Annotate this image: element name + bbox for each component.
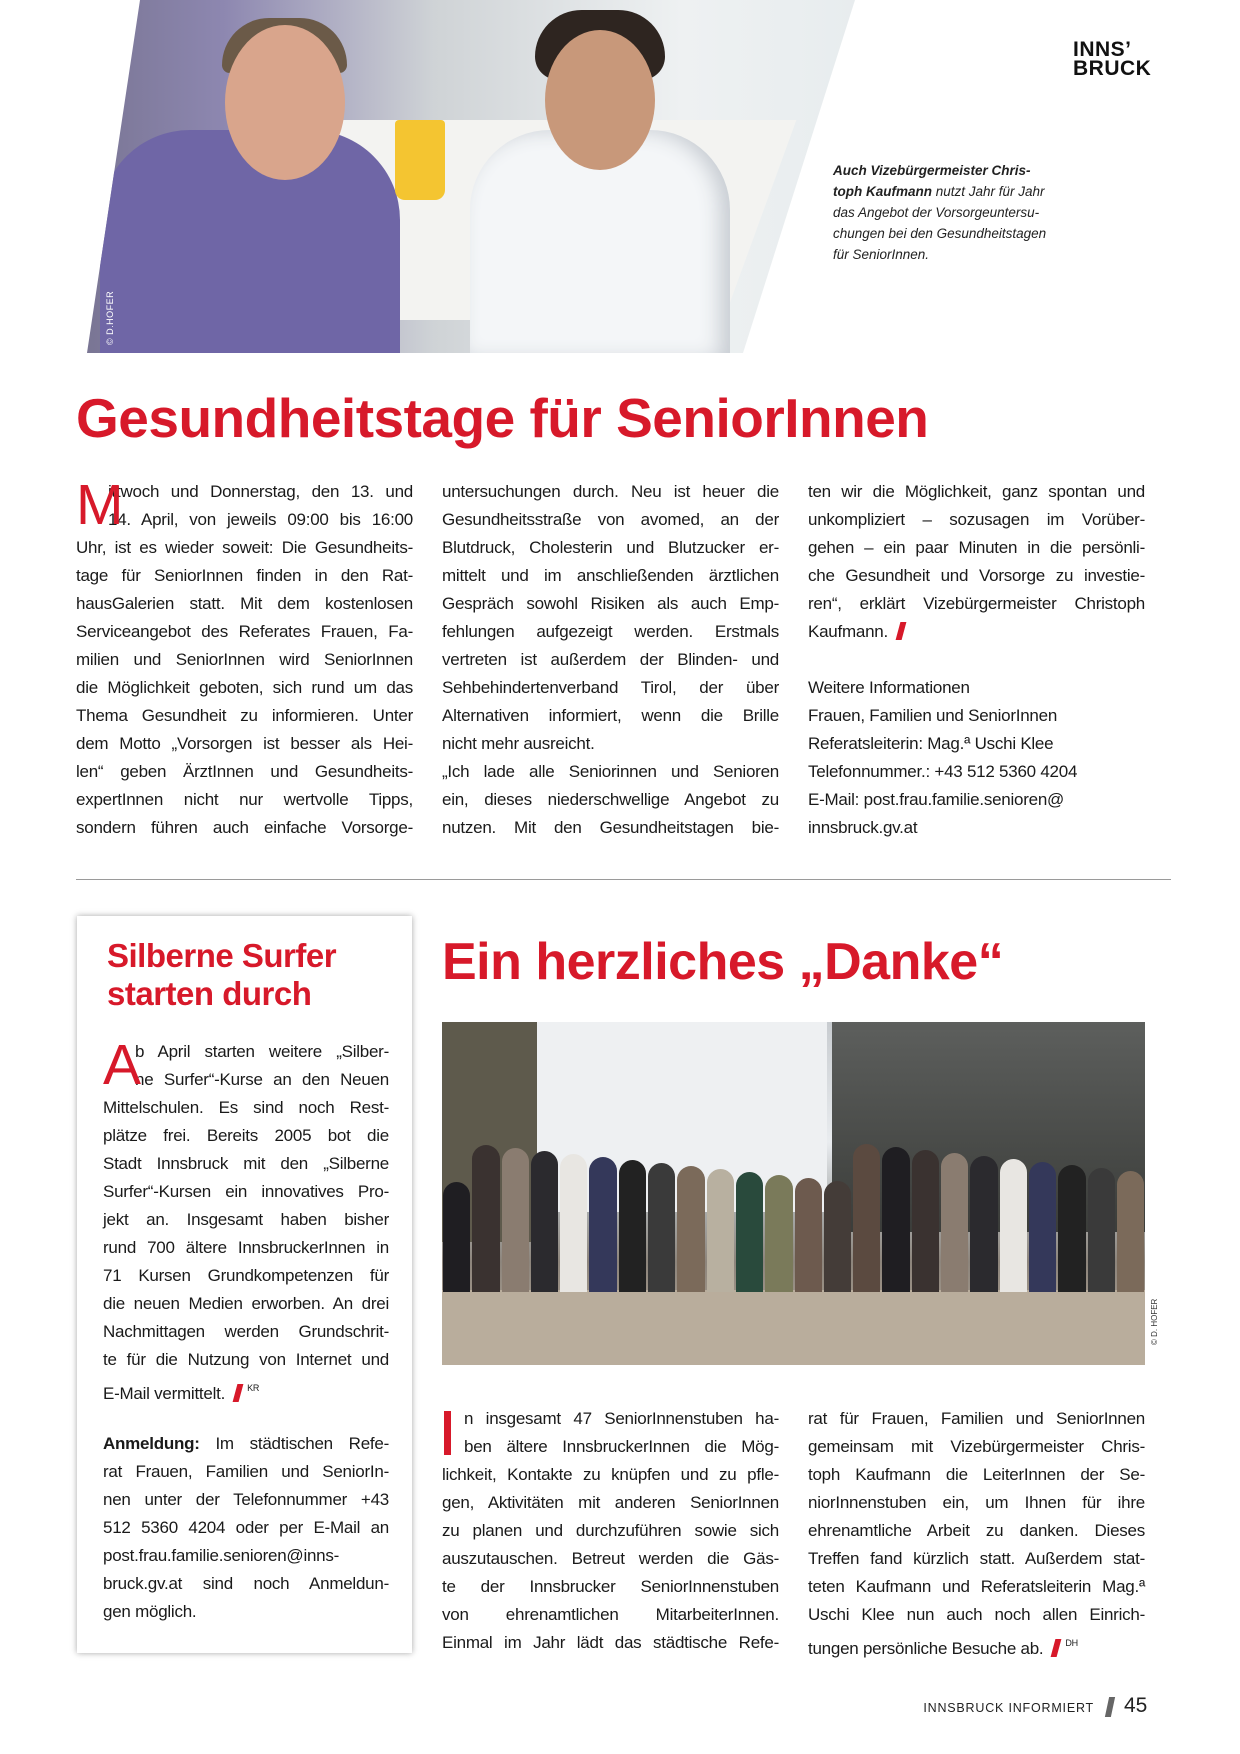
caption-text: chungen bei den Gesundheitstagen: [833, 226, 1047, 241]
text-line: milien und SeniorInnen wird SeniorInnen: [76, 650, 413, 669]
text-line: 14. April, von jeweils 09:00 bis 16:00: [108, 510, 413, 529]
article-column-2: [442, 478, 779, 842]
photo-person: [736, 1172, 763, 1292]
text-line: Uschi Klee nun auch noch allen Einrich-: [808, 1605, 1145, 1624]
text-line: lichkeit, Kontakte zu knüpfen und zu pfle-: [442, 1465, 779, 1484]
text-line: von ehrenamtlichen MitarbeiterInnen.: [442, 1605, 779, 1624]
text-line: len“ geben ÄrztInnen und Gesundheits-: [76, 762, 413, 781]
text-line: tage für SeniorInnen finden in den Rat-: [76, 566, 413, 585]
text-line: Gespräch sowohl Risiken als auch Emp-: [442, 594, 779, 613]
text-line: ne Surfer“-Kurse an den Neuen: [135, 1070, 389, 1089]
text-line: expertInnen nicht nur wertvolle Tipps,: [76, 790, 413, 809]
article-column-1: [76, 473, 413, 842]
sidebar-title-line: starten durch: [107, 975, 312, 1012]
photo-person: [589, 1157, 616, 1292]
publication-name: INNSBRUCK INFORMIERT: [923, 1701, 1094, 1715]
text-line: [808, 1629, 1145, 1657]
text-line: 512 5360 4204 oder per E-Mail an: [103, 1518, 389, 1537]
article-column-1: [442, 1405, 779, 1657]
text-line: Sehbehindertenverband Tirol, der über: [442, 678, 779, 697]
text-line: „Ich lade alle Seniorinnen und Senioren: [442, 762, 779, 781]
text-line: untersuchungen durch. Neu ist heuer die: [442, 482, 779, 501]
logo-line: BRUCK: [1073, 57, 1152, 80]
photo-credit: © D.HOFER: [105, 290, 115, 345]
text-line-text: E-Mail vermittelt.: [103, 1384, 226, 1403]
drop-cap: A: [103, 1033, 141, 1097]
text-line: unkompliziert – sozusagen im Vorüber-: [808, 510, 1145, 529]
text-line: Surfer“-Kursen ein innovatives Pro-: [103, 1182, 389, 1201]
photo-person: [882, 1147, 909, 1292]
text-line: mittelt und im anschließenden ärztlichen: [442, 566, 779, 585]
text-line: vertreten ist außerdem der Blinden- und: [442, 650, 779, 669]
text-line: [103, 1374, 389, 1402]
text-line: Gesundheitsstraße von avomed, an der: [442, 510, 779, 529]
photo-person: [560, 1154, 587, 1292]
photo-caption: [833, 160, 1073, 265]
text-line: ittwoch und Donnerstag, den 13. und: [108, 482, 413, 501]
text-line: [808, 618, 1145, 646]
text-line: hausGalerien statt. Mit dem kostenlosen: [76, 594, 413, 613]
text-line: gen, Aktivitäten mit anderen SeniorInnen: [442, 1493, 779, 1512]
text-line: fehlungen aufgezeigt werden. Erstmals: [442, 622, 779, 641]
photo-person: [619, 1160, 646, 1292]
registration-label: Anmeldung:: [103, 1434, 200, 1453]
end-mark-icon: [896, 622, 907, 640]
text-line: plätze frei. Bereits 2005 bot die: [103, 1126, 389, 1145]
sidebar-title: [107, 937, 336, 1013]
photo-head: [225, 25, 345, 180]
text-line: Thema Gesundheit zu informieren. Unter: [76, 706, 413, 725]
photo-person: [853, 1144, 880, 1292]
text-line: rat Frauen, Familien und SeniorIn-: [103, 1462, 389, 1481]
text-line: toph Kaufmann die LeiterInnen der Se-: [808, 1465, 1145, 1484]
text-line-text: Im städtischen Refe-: [199, 1434, 389, 1453]
text-line: sondern führen auch einfache Vorsorge-: [76, 818, 413, 837]
text-line: ein, dieses niederschwellige Angebot zu: [442, 790, 779, 809]
text-line: die Möglichkeit geboten, sich rund um das: [76, 678, 413, 697]
text-line: die neuen Medien erworben. An drei: [103, 1294, 389, 1313]
text-line: niorInnenstuben ein, um Ihnen für ihre: [808, 1493, 1145, 1512]
caption-text: nutzt Jahr für Jahr: [932, 184, 1045, 199]
caption-bold: Auch Vizebürgermeister Chris-: [833, 163, 1031, 178]
text-line: jekt an. Insgesamt haben bisher: [103, 1210, 389, 1229]
photo-person: [795, 1178, 822, 1292]
caption-text: für SeniorInnen.: [833, 247, 930, 262]
text-line: 71 Kursen Grundkompetenzen für: [103, 1266, 389, 1285]
photo-ground: [442, 1290, 1145, 1365]
photo-person: [443, 1182, 470, 1292]
section-divider: [76, 879, 1171, 880]
article-column-2: [808, 1405, 1145, 1657]
article-column-3: [808, 478, 1145, 842]
photo-person: [912, 1150, 939, 1292]
text-line: Stadt Innsbruck mit den „Silberne: [103, 1154, 389, 1173]
text-line: auszutauschen. Betreut werden die Gäs-: [442, 1549, 779, 1568]
text-line: b April starten weitere „Silber-: [135, 1042, 389, 1061]
photo-person: [941, 1153, 968, 1292]
blank-line: [808, 646, 1145, 674]
text-line: Alternativen informiert, wenn die Brille: [442, 706, 779, 725]
text-line: nutzen. Mit den Gesundheitstagen bie-: [442, 818, 779, 837]
text-line: Einmal im Jahr lädt das städtische Refe-: [442, 1633, 779, 1652]
info-line: E-Mail: post.frau.familie.senioren@: [808, 790, 1065, 809]
author-initials: KR: [247, 1383, 260, 1393]
author-initials: DH: [1065, 1638, 1078, 1648]
text-line: Uhr, ist es wieder soweit: Die Gesundheits-: [76, 538, 413, 557]
photo-cup: [395, 120, 445, 200]
text-line: che Gesundheit und Vorsorge zu investie-: [808, 566, 1145, 585]
photo-person: [502, 1148, 529, 1292]
text-line: bruck.gv.at sind noch Anmeldun-: [103, 1574, 389, 1593]
caption-bold: toph Kaufmann: [833, 184, 932, 199]
photo-person: [531, 1151, 558, 1292]
innsbruck-logo: [1073, 40, 1151, 78]
text-line-text: Kaufmann.: [808, 622, 888, 641]
text-line: ehrenamtliche Arbeit zu danken. Dieses: [808, 1521, 1145, 1540]
drop-cap: [444, 1411, 451, 1455]
end-mark-icon: [233, 1384, 244, 1402]
text-line: ben ältere InnsbruckerInnen die Mög-: [464, 1437, 779, 1456]
text-line: Serviceangebot des Referates Frauen, Fa-: [76, 622, 413, 641]
blank-line: [103, 1402, 389, 1430]
slash-icon: [1105, 1697, 1115, 1717]
text-line: rund 700 ältere InnsbruckerInnen in: [103, 1238, 389, 1257]
sidebar-body: [103, 1033, 389, 1626]
group-photo: [442, 1022, 1145, 1365]
text-line: post.frau.familie.senioren@inns-: [103, 1546, 340, 1565]
text-line: ren“, erklärt Vizebürgermeister Christoph: [808, 594, 1145, 613]
drop-cap: M: [76, 473, 124, 537]
text-line: [103, 1430, 389, 1458]
photo-person: [765, 1175, 792, 1292]
text-line: gehen – ein paar Minuten in die persönli-: [808, 538, 1145, 557]
text-line: zu planen und durchzuführen sowie sich: [442, 1521, 779, 1540]
page-number: 45: [1124, 1694, 1148, 1717]
info-line: Referatsleiterin: Mag.ª Uschi Klee: [808, 734, 1054, 753]
text-line: gemeinsam mit Vizebürgermeister Chris-: [808, 1437, 1145, 1456]
text-line: Mittelschulen. Es sind noch Rest-: [103, 1098, 389, 1117]
text-line: te der Innsbrucker SeniorInnenstuben: [442, 1577, 779, 1596]
photo-person: [1058, 1165, 1085, 1292]
text-line: teten Kaufmann und Referatsleiterin Mag.ª: [808, 1577, 1145, 1596]
text-line: te für die Nutzung von Internet und: [103, 1350, 389, 1369]
photo-person: [707, 1169, 734, 1292]
photo-person: [472, 1145, 499, 1292]
photo-person: [1117, 1171, 1144, 1292]
article-title: Ein herzliches „Danke“: [442, 933, 1004, 991]
end-mark-icon: [1051, 1639, 1062, 1657]
sidebar-title-line: Silberne Surfer: [107, 937, 337, 974]
photo-person: [648, 1163, 675, 1292]
caption-text: das Angebot der Vorsorgeuntersu-: [833, 205, 1040, 220]
photo-person: [677, 1166, 704, 1292]
info-line: Weitere Informationen: [808, 678, 970, 697]
article-title: Gesundheitstage für SeniorInnen: [76, 387, 929, 449]
text-line: dem Motto „Vorsorgen ist besser als Hei-: [76, 734, 413, 753]
photo-person: [1029, 1162, 1056, 1292]
photo-person: [1000, 1159, 1027, 1292]
photo-person: [970, 1156, 997, 1292]
photo-head: [545, 30, 655, 170]
info-line: Telefonnummer.: +43 512 5360 4204: [808, 762, 1078, 781]
text-line: nicht mehr ausreicht.: [442, 734, 595, 753]
text-line: Nachmittagen werden Grundschrit-: [103, 1322, 389, 1341]
text-line-text: tungen persönliche Besuche ab.: [808, 1639, 1044, 1658]
text-line: Blutdruck, Cholesterin und Blutzucker er-: [442, 538, 779, 557]
text-line: n insgesamt 47 SeniorInnenstuben ha-: [464, 1409, 779, 1428]
photo-crowd: [442, 1142, 1145, 1292]
info-line: Frauen, Familien und SeniorInnen: [808, 706, 1058, 725]
text-line: nen unter der Telefonnummer +43: [103, 1490, 389, 1509]
text-line: gen möglich.: [103, 1602, 197, 1621]
photo-credit: © D. HOFER: [1150, 1298, 1159, 1345]
photo-person: [1088, 1168, 1115, 1292]
info-line: innsbruck.gv.at: [808, 818, 918, 837]
photo-person: [824, 1181, 851, 1292]
text-line: Treffen fand kürzlich statt. Außerdem stat-: [808, 1549, 1145, 1568]
logo-line: INNS’: [1073, 38, 1132, 61]
text-line: ten wir die Möglichkeit, ganz spontan und: [808, 482, 1145, 501]
text-line: rat für Frauen, Familien und SeniorInnen: [808, 1409, 1145, 1428]
